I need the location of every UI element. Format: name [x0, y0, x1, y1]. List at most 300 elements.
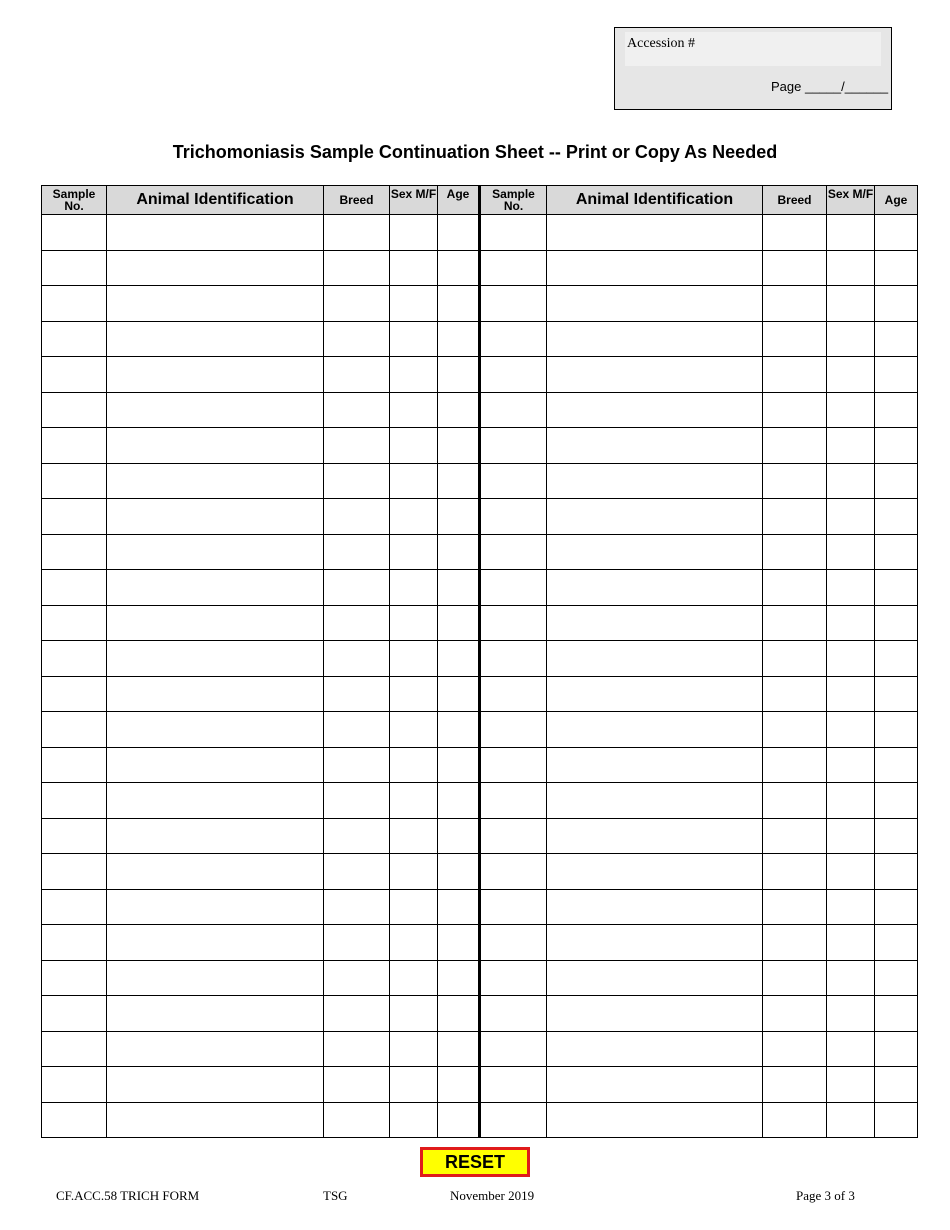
sex-cell[interactable]: [827, 428, 875, 464]
animal-id-cell[interactable]: [107, 534, 324, 570]
animal-id-cell[interactable]: [107, 1102, 324, 1138]
animal-id-cell[interactable]: [107, 321, 324, 357]
sex-cell[interactable]: [390, 960, 438, 996]
table-row: [42, 392, 918, 428]
animal-id-cell[interactable]: [547, 1067, 763, 1103]
breed-cell[interactable]: [763, 499, 827, 535]
sex-cell[interactable]: [390, 392, 438, 428]
animal-id-cell[interactable]: [547, 818, 763, 854]
age-cell[interactable]: [438, 463, 480, 499]
sample-no-cell[interactable]: [480, 286, 547, 322]
breed-cell[interactable]: [763, 1102, 827, 1138]
animal-id-cell[interactable]: [107, 570, 324, 606]
animal-id-cell[interactable]: [547, 357, 763, 393]
breed-cell[interactable]: [324, 925, 390, 961]
age-cell[interactable]: [875, 392, 918, 428]
animal-id-cell[interactable]: [547, 925, 763, 961]
breed-cell[interactable]: [324, 605, 390, 641]
sample-no-cell[interactable]: [42, 996, 107, 1032]
sample-no-cell[interactable]: [42, 783, 107, 819]
animal-id-cell[interactable]: [107, 712, 324, 748]
sample-no-cell[interactable]: [42, 286, 107, 322]
animal-id-cell[interactable]: [547, 321, 763, 357]
animal-id-cell[interactable]: [547, 463, 763, 499]
age-cell[interactable]: [875, 960, 918, 996]
sample-no-cell[interactable]: [480, 960, 547, 996]
age-cell[interactable]: [875, 463, 918, 499]
sample-no-cell[interactable]: [42, 250, 107, 286]
age-cell[interactable]: [875, 499, 918, 535]
breed-cell[interactable]: [324, 783, 390, 819]
sex-cell[interactable]: [827, 215, 875, 251]
sample-no-cell[interactable]: [42, 463, 107, 499]
sex-cell[interactable]: [827, 676, 875, 712]
breed-cell[interactable]: [324, 1067, 390, 1103]
sample-no-cell[interactable]: [480, 1067, 547, 1103]
sample-no-cell[interactable]: [42, 215, 107, 251]
age-cell[interactable]: [438, 960, 480, 996]
breed-cell[interactable]: [324, 818, 390, 854]
breed-cell[interactable]: [763, 1067, 827, 1103]
sample-no-cell[interactable]: [480, 1031, 547, 1067]
age-cell[interactable]: [875, 250, 918, 286]
age-cell[interactable]: [438, 215, 480, 251]
breed-cell[interactable]: [324, 215, 390, 251]
sample-no-cell[interactable]: [480, 534, 547, 570]
sex-cell[interactable]: [390, 463, 438, 499]
animal-id-cell[interactable]: [547, 996, 763, 1032]
breed-cell[interactable]: [324, 960, 390, 996]
breed-cell[interactable]: [324, 1102, 390, 1138]
sample-no-cell[interactable]: [42, 534, 107, 570]
sex-cell[interactable]: [390, 783, 438, 819]
age-cell[interactable]: [438, 392, 480, 428]
age-cell[interactable]: [438, 676, 480, 712]
header-sex: Sex M/F: [390, 186, 438, 215]
age-cell[interactable]: [875, 1102, 918, 1138]
animal-id-cell[interactable]: [547, 570, 763, 606]
sample-no-cell[interactable]: [480, 570, 547, 606]
animal-id-cell[interactable]: [547, 428, 763, 464]
animal-id-cell[interactable]: [107, 605, 324, 641]
sample-no-cell[interactable]: [480, 463, 547, 499]
animal-id-cell[interactable]: [107, 676, 324, 712]
sex-cell[interactable]: [390, 818, 438, 854]
age-cell[interactable]: [438, 321, 480, 357]
breed-cell[interactable]: [763, 818, 827, 854]
sample-no-cell[interactable]: [480, 250, 547, 286]
sex-cell[interactable]: [390, 321, 438, 357]
age-cell[interactable]: [438, 818, 480, 854]
sex-cell[interactable]: [390, 605, 438, 641]
breed-cell[interactable]: [763, 676, 827, 712]
sex-cell[interactable]: [827, 463, 875, 499]
animal-id-cell[interactable]: [547, 1031, 763, 1067]
sample-no-cell[interactable]: [480, 641, 547, 677]
breed-cell[interactable]: [763, 605, 827, 641]
table-row: [42, 286, 918, 322]
sex-cell[interactable]: [390, 747, 438, 783]
table-row: [42, 641, 918, 677]
age-cell[interactable]: [438, 1067, 480, 1103]
table-row: [42, 676, 918, 712]
animal-id-cell[interactable]: [107, 286, 324, 322]
page-title: Trichomoniasis Sample Continuation Sheet -- Print or Copy As Needed: [172, 142, 778, 162]
age-cell[interactable]: [875, 641, 918, 677]
age-cell[interactable]: [438, 357, 480, 393]
age-cell[interactable]: [875, 286, 918, 322]
table-row: [42, 854, 918, 890]
age-cell[interactable]: [438, 499, 480, 535]
table-row: [42, 463, 918, 499]
breed-cell[interactable]: [324, 428, 390, 464]
sex-cell[interactable]: [390, 676, 438, 712]
sex-cell[interactable]: [390, 854, 438, 890]
sex-cell[interactable]: [827, 1031, 875, 1067]
table-row: [42, 250, 918, 286]
age-cell[interactable]: [438, 570, 480, 606]
footer-org: TSG: [323, 1188, 348, 1203]
breed-cell[interactable]: [324, 747, 390, 783]
sample-no-cell[interactable]: [42, 854, 107, 890]
breed-cell[interactable]: [763, 250, 827, 286]
sample-no-cell[interactable]: [480, 712, 547, 748]
age-cell[interactable]: [875, 889, 918, 925]
breed-cell[interactable]: [324, 392, 390, 428]
table-row: [42, 570, 918, 606]
sex-cell[interactable]: [827, 960, 875, 996]
animal-id-cell[interactable]: [107, 889, 324, 925]
sex-cell[interactable]: [827, 357, 875, 393]
footer-form-id: CF.ACC.58 TRICH FORM: [56, 1188, 200, 1203]
breed-cell[interactable]: [324, 286, 390, 322]
age-cell[interactable]: [438, 783, 480, 819]
animal-id-cell[interactable]: [107, 215, 324, 251]
sex-cell[interactable]: [827, 889, 875, 925]
age-cell[interactable]: [438, 428, 480, 464]
age-cell[interactable]: [875, 1067, 918, 1103]
breed-cell[interactable]: [324, 250, 390, 286]
sex-cell[interactable]: [390, 996, 438, 1032]
sample-no-cell[interactable]: [480, 1102, 547, 1138]
animal-id-cell[interactable]: [547, 960, 763, 996]
breed-cell[interactable]: [763, 925, 827, 961]
sex-cell[interactable]: [827, 286, 875, 322]
sample-no-cell[interactable]: [42, 321, 107, 357]
breed-cell[interactable]: [763, 641, 827, 677]
age-cell[interactable]: [875, 321, 918, 357]
animal-id-cell[interactable]: [547, 534, 763, 570]
animal-id-cell[interactable]: [107, 463, 324, 499]
sample-no-cell[interactable]: [42, 605, 107, 641]
sample-no-cell[interactable]: [480, 605, 547, 641]
age-cell[interactable]: [438, 1031, 480, 1067]
breed-cell[interactable]: [763, 321, 827, 357]
animal-id-cell[interactable]: [107, 499, 324, 535]
sex-cell[interactable]: [390, 250, 438, 286]
breed-cell[interactable]: [763, 854, 827, 890]
sex-cell[interactable]: [827, 392, 875, 428]
table-header-row: [42, 186, 918, 215]
sex-cell[interactable]: [390, 357, 438, 393]
sample-no-cell[interactable]: [480, 499, 547, 535]
breed-cell[interactable]: [763, 215, 827, 251]
breed-cell[interactable]: [763, 570, 827, 606]
animal-id-cell[interactable]: [547, 215, 763, 251]
page-count-field[interactable]: Page _____/______: [771, 79, 889, 94]
table-row: [42, 996, 918, 1032]
age-cell[interactable]: [438, 925, 480, 961]
sex-cell[interactable]: [827, 1102, 875, 1138]
sample-no-cell[interactable]: [42, 1102, 107, 1138]
breed-cell[interactable]: [324, 321, 390, 357]
breed-cell[interactable]: [324, 357, 390, 393]
breed-cell[interactable]: [763, 1031, 827, 1067]
sample-no-cell[interactable]: [42, 499, 107, 535]
table-row: [42, 534, 918, 570]
animal-id-cell[interactable]: [547, 250, 763, 286]
sex-cell[interactable]: [827, 605, 875, 641]
breed-cell[interactable]: [324, 499, 390, 535]
animal-id-cell[interactable]: [547, 783, 763, 819]
sex-cell[interactable]: [827, 499, 875, 535]
table-row: [42, 747, 918, 783]
breed-cell[interactable]: [763, 357, 827, 393]
breed-cell[interactable]: [763, 996, 827, 1032]
sex-cell[interactable]: [827, 818, 875, 854]
age-cell[interactable]: [438, 286, 480, 322]
animal-id-cell[interactable]: [107, 250, 324, 286]
header-age: Age: [875, 186, 918, 215]
sex-cell[interactable]: [827, 712, 875, 748]
animal-id-cell[interactable]: [107, 818, 324, 854]
animal-id-cell[interactable]: [547, 392, 763, 428]
animal-id-cell[interactable]: [107, 783, 324, 819]
sex-cell[interactable]: [390, 286, 438, 322]
sample-no-cell[interactable]: [480, 747, 547, 783]
header-sample-no: Sample No.: [480, 186, 547, 215]
table-row: [42, 428, 918, 464]
animal-id-cell[interactable]: [107, 1031, 324, 1067]
breed-cell[interactable]: [324, 1031, 390, 1067]
footer-date: November 2019: [450, 1188, 535, 1203]
sex-cell[interactable]: [390, 712, 438, 748]
age-cell[interactable]: [438, 854, 480, 890]
header-animal-id: Animal Identification: [547, 186, 763, 215]
sex-cell[interactable]: [827, 996, 875, 1032]
sample-no-cell[interactable]: [480, 428, 547, 464]
age-cell[interactable]: [875, 570, 918, 606]
sample-no-cell[interactable]: [480, 818, 547, 854]
sample-no-cell[interactable]: [42, 889, 107, 925]
animal-id-cell[interactable]: [547, 676, 763, 712]
age-cell[interactable]: [875, 712, 918, 748]
table-row: [42, 712, 918, 748]
sample-no-cell[interactable]: [480, 854, 547, 890]
animal-id-cell[interactable]: [547, 286, 763, 322]
animal-id-cell[interactable]: [547, 854, 763, 890]
age-cell[interactable]: [875, 676, 918, 712]
animal-id-cell[interactable]: [107, 747, 324, 783]
sex-cell[interactable]: [390, 499, 438, 535]
sex-cell[interactable]: [390, 889, 438, 925]
table-body: [42, 215, 918, 1138]
breed-cell[interactable]: [763, 783, 827, 819]
age-cell[interactable]: [438, 712, 480, 748]
animal-id-cell[interactable]: [547, 641, 763, 677]
age-cell[interactable]: [875, 605, 918, 641]
sex-cell[interactable]: [390, 428, 438, 464]
breed-cell[interactable]: [763, 889, 827, 925]
age-cell[interactable]: [438, 534, 480, 570]
table-row: [42, 960, 918, 996]
sex-cell[interactable]: [827, 534, 875, 570]
sex-cell[interactable]: [827, 570, 875, 606]
animal-id-cell[interactable]: [107, 854, 324, 890]
sex-cell[interactable]: [390, 534, 438, 570]
sex-cell[interactable]: [390, 1031, 438, 1067]
breed-cell[interactable]: [324, 889, 390, 925]
sex-cell[interactable]: [390, 570, 438, 606]
sex-cell[interactable]: [390, 925, 438, 961]
sample-no-cell[interactable]: [42, 1031, 107, 1067]
table-row: [42, 783, 918, 819]
sample-no-cell[interactable]: [42, 428, 107, 464]
breed-cell[interactable]: [763, 463, 827, 499]
animal-id-cell[interactable]: [107, 641, 324, 677]
animal-id-cell[interactable]: [107, 1067, 324, 1103]
sample-no-cell[interactable]: [42, 676, 107, 712]
table-row: [42, 889, 918, 925]
age-cell[interactable]: [875, 783, 918, 819]
reset-button[interactable]: RESET: [420, 1147, 530, 1177]
sex-cell[interactable]: [390, 215, 438, 251]
sample-no-cell[interactable]: [42, 1067, 107, 1103]
age-cell[interactable]: [875, 854, 918, 890]
sex-cell[interactable]: [827, 783, 875, 819]
breed-cell[interactable]: [763, 747, 827, 783]
breed-cell[interactable]: [763, 712, 827, 748]
sample-no-cell[interactable]: [42, 818, 107, 854]
age-cell[interactable]: [875, 534, 918, 570]
breed-cell[interactable]: [763, 428, 827, 464]
age-cell[interactable]: [875, 996, 918, 1032]
breed-cell[interactable]: [324, 570, 390, 606]
breed-cell[interactable]: [324, 463, 390, 499]
age-cell[interactable]: [438, 641, 480, 677]
sample-no-cell[interactable]: [42, 712, 107, 748]
header-breed: Breed: [324, 186, 390, 215]
sample-no-cell[interactable]: [480, 321, 547, 357]
sex-cell[interactable]: [390, 641, 438, 677]
animal-id-cell[interactable]: [107, 960, 324, 996]
sex-cell[interactable]: [390, 1102, 438, 1138]
header-breed: Breed: [763, 186, 827, 215]
animal-id-cell[interactable]: [547, 712, 763, 748]
sex-cell[interactable]: [827, 925, 875, 961]
sample-no-cell[interactable]: [480, 889, 547, 925]
age-cell[interactable]: [875, 925, 918, 961]
breed-cell[interactable]: [324, 676, 390, 712]
sample-no-cell[interactable]: [42, 392, 107, 428]
header-sample-no: Sample No.: [42, 186, 107, 215]
age-cell[interactable]: [875, 1031, 918, 1067]
sample-no-cell[interactable]: [42, 747, 107, 783]
sex-cell[interactable]: [827, 250, 875, 286]
footer-page: Page 3 of 3: [796, 1188, 855, 1203]
age-cell[interactable]: [438, 996, 480, 1032]
animal-id-cell[interactable]: [107, 428, 324, 464]
sex-cell[interactable]: [827, 641, 875, 677]
animal-id-cell[interactable]: [547, 747, 763, 783]
sample-no-cell[interactable]: [42, 357, 107, 393]
animal-id-cell[interactable]: [107, 392, 324, 428]
accession-box: [614, 27, 892, 110]
age-cell[interactable]: [875, 747, 918, 783]
sample-no-cell[interactable]: [480, 676, 547, 712]
table-row: [42, 925, 918, 961]
sample-no-cell[interactable]: [480, 783, 547, 819]
sex-cell[interactable]: [827, 854, 875, 890]
animal-id-cell[interactable]: [107, 996, 324, 1032]
animal-id-cell[interactable]: [547, 889, 763, 925]
sample-no-cell[interactable]: [480, 996, 547, 1032]
table-row: [42, 215, 918, 251]
animal-id-cell[interactable]: [547, 605, 763, 641]
animal-id-cell[interactable]: [547, 1102, 763, 1138]
sample-no-cell[interactable]: [480, 357, 547, 393]
sex-cell[interactable]: [827, 321, 875, 357]
breed-cell[interactable]: [763, 392, 827, 428]
animal-id-cell[interactable]: [107, 357, 324, 393]
age-cell[interactable]: [438, 747, 480, 783]
table-row: [42, 605, 918, 641]
sample-no-cell[interactable]: [42, 641, 107, 677]
age-cell[interactable]: [875, 428, 918, 464]
breed-cell[interactable]: [324, 534, 390, 570]
age-cell[interactable]: [438, 605, 480, 641]
table-row: [42, 321, 918, 357]
age-cell[interactable]: [438, 889, 480, 925]
animal-id-cell[interactable]: [107, 925, 324, 961]
age-cell[interactable]: [875, 215, 918, 251]
breed-cell[interactable]: [763, 286, 827, 322]
breed-cell[interactable]: [763, 960, 827, 996]
sample-no-cell[interactable]: [480, 392, 547, 428]
table-row: [42, 357, 918, 393]
animal-id-cell[interactable]: [547, 499, 763, 535]
sex-cell[interactable]: [390, 1067, 438, 1103]
sample-no-cell[interactable]: [42, 960, 107, 996]
sex-cell[interactable]: [827, 1067, 875, 1103]
breed-cell[interactable]: [324, 641, 390, 677]
breed-cell[interactable]: [324, 854, 390, 890]
age-cell[interactable]: [438, 250, 480, 286]
breed-cell[interactable]: [324, 996, 390, 1032]
breed-cell[interactable]: [763, 534, 827, 570]
header-age: Age: [438, 186, 480, 215]
age-cell[interactable]: [875, 818, 918, 854]
age-cell[interactable]: [438, 1102, 480, 1138]
sample-no-cell[interactable]: [480, 925, 547, 961]
breed-cell[interactable]: [324, 712, 390, 748]
sex-cell[interactable]: [827, 747, 875, 783]
sample-no-cell[interactable]: [42, 570, 107, 606]
sample-no-cell[interactable]: [480, 215, 547, 251]
sample-no-cell[interactable]: [42, 925, 107, 961]
table-row: [42, 1031, 918, 1067]
age-cell[interactable]: [875, 357, 918, 393]
